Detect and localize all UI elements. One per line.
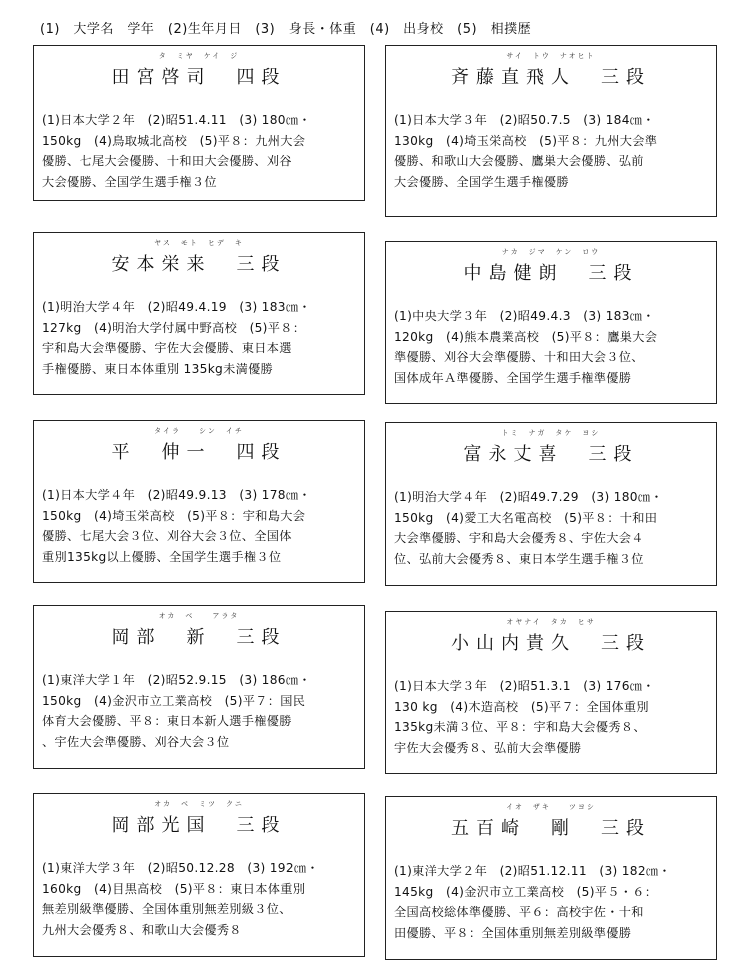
wrestler-card xyxy=(33,232,365,395)
profile-details xyxy=(394,110,710,192)
profile-details xyxy=(42,485,358,567)
profile-line: 130kg (4)埼玉栄高校 (5)平８：九州大会準 xyxy=(394,133,658,148)
profile-line: (1)明治大学４年 (2)昭49.7.29 (3) 180㎝・ xyxy=(394,490,663,504)
wrestler-card xyxy=(385,611,717,774)
profile-line: 田優勝、平８：全国体重別無差別級準優勝 xyxy=(394,925,632,940)
profile-line: (1)東洋大学１年 (2)昭52.9.15 (3) 186㎝・ xyxy=(42,673,311,687)
profile-line: 135kg未満３位、平８：宇和島大会優秀８、 xyxy=(394,720,646,734)
wrestler-name: 平 伸一 四段 xyxy=(111,442,287,463)
wrestler-name: 中島健朗 三段 xyxy=(463,263,639,284)
wrestler-card xyxy=(385,241,717,404)
wrestler-card xyxy=(385,796,717,960)
furigana: ヤス モト ヒデ キ xyxy=(154,239,244,247)
wrestler-name: 岡部光国 三段 xyxy=(111,815,287,836)
furigana: オカ ベ アラタ xyxy=(158,612,240,620)
profile-line: 127kg (4)明治大学付属中野高校 (5)平８： xyxy=(42,320,306,335)
profile-line: 優勝、和歌山大会優勝、鷹巣大会優勝、弘前 xyxy=(394,154,644,168)
legend: (1) 大学名 学年 (2)生年月日 (3) 身長・体重 (4) 出身校 (5) 相撲歴 xyxy=(40,22,532,37)
profile-line: 160kg (4)目黒高校 (5)平８：東日本体重別 xyxy=(42,881,306,896)
profile-line: 全国高校総体準優勝、平６：高校宇佐・十和 xyxy=(394,905,644,919)
profile-line: (1)東洋大学２年 (2)昭51.12.11 (3) 182㎝・ xyxy=(394,864,671,878)
profile-details xyxy=(394,487,710,569)
wrestler-card xyxy=(385,45,717,217)
profile-line: 150kg (4)愛工大名電高校 (5)平８：十和田 xyxy=(394,510,658,525)
profile-details xyxy=(42,110,358,192)
wrestler-card xyxy=(33,420,365,583)
furigana: サイ トウ ナオヒト xyxy=(506,52,596,60)
furigana: タ ミヤ ケイ ジ xyxy=(158,52,240,60)
profile-line: 150kg (4)金沢市立工業高校 (5)平７：国民 xyxy=(42,693,306,708)
profile-line: 150kg (4)鳥取城北高校 (5)平８：九州大会 xyxy=(42,133,306,148)
profile-line: 145kg (4)金沢市立工業高校 (5)平５・６： xyxy=(394,884,658,899)
profile-line: 優勝、七尾大会３位、刈谷大会３位、全国体 xyxy=(42,529,292,543)
wrestler-name: 田宮啓司 四段 xyxy=(111,67,287,88)
furigana: オヤナイ タカ ヒサ xyxy=(506,618,596,626)
profile-line: 重別135kg以上優勝、全国学生選手権３位 xyxy=(42,549,282,564)
profile-line: 無差別級準優勝、全国体重別無差別級３位、 xyxy=(42,902,292,916)
profile-details xyxy=(394,676,710,758)
profile-details xyxy=(42,297,358,379)
profile-line: (1)明治大学４年 (2)昭49.4.19 (3) 183㎝・ xyxy=(42,300,311,314)
profile-line: (1)日本大学４年 (2)昭49.9.13 (3) 178㎝・ xyxy=(42,488,311,502)
profile-line: 大会優勝、全国学生選手権優勝 xyxy=(394,174,569,189)
profile-line: 大会準優勝、宇和島大会優秀８、宇佐大会４ xyxy=(394,531,644,545)
profile-line: 国体成年Ａ準優勝、全国学生選手権準優勝 xyxy=(394,370,632,385)
wrestler-card xyxy=(385,422,717,586)
profile-line: 宇和島大会準優勝、宇佐大会優勝、東日本選 xyxy=(42,341,292,355)
profile-line: 150kg (4)埼玉栄高校 (5)平８：宇和島大会 xyxy=(42,508,306,523)
wrestler-name: 五百崎 剛 三段 xyxy=(451,818,651,839)
wrestler-name: 斉藤直飛人 三段 xyxy=(451,67,651,88)
profile-line: (1)日本大学３年 (2)昭50.7.5 (3) 184㎝・ xyxy=(394,113,655,127)
wrestler-name: 富永丈喜 三段 xyxy=(463,444,639,465)
wrestler-name: 安本栄来 三段 xyxy=(111,254,287,275)
furigana: トミ ナガ タケ ヨシ xyxy=(501,429,601,437)
profile-details xyxy=(42,858,358,940)
profile-line: 宇佐大会優秀８、弘前大会準優勝 xyxy=(394,740,582,755)
profile-line: 130 kg (4)木造高校 (5)平７：全国体重別 xyxy=(394,699,649,714)
profile-line: (1)日本大学２年 (2)昭51.4.11 (3) 180㎝・ xyxy=(42,113,311,127)
profile-line: 体育大会優勝、平８：東日本新人選手権優勝 xyxy=(42,714,292,728)
profile-details xyxy=(42,670,358,752)
profile-line: (1)日本大学３年 (2)昭51.3.1 (3) 176㎝・ xyxy=(394,679,655,693)
profile-line: (1)東洋大学３年 (2)昭50.12.28 (3) 192㎝・ xyxy=(42,861,319,875)
wrestler-name: 小山内貴久 三段 xyxy=(451,633,651,654)
profile-line: 九州大会優秀８、和歌山大会優秀８ xyxy=(42,922,242,937)
wrestler-name: 岡部 新 三段 xyxy=(111,627,287,648)
profile-line: 準優勝、刈谷大会準優勝、十和田大会３位、 xyxy=(394,350,644,364)
profile-line: 120kg (4)熊本農業高校 (5)平８：鷹巣大会 xyxy=(394,329,658,344)
profile-line: 手権優勝、東日本体重別 135kg未満優勝 xyxy=(42,361,274,376)
furigana: イオ ザキ ツヨシ xyxy=(506,803,596,811)
furigana: タイラ シン イチ xyxy=(154,427,244,435)
furigana: オカ ベ ミツ クニ xyxy=(154,800,244,808)
profile-details xyxy=(394,861,710,943)
profile-line: (1)中央大学３年 (2)昭49.4.3 (3) 183㎝・ xyxy=(394,309,655,323)
profile-line: 優勝、七尾大会優勝、十和田大会優勝、刈谷 xyxy=(42,154,292,168)
wrestler-card xyxy=(33,605,365,769)
profile-line: 位、弘前大会優秀８、東日本学生選手権３位 xyxy=(394,551,644,566)
furigana: ナカ ジマ ケン ロウ xyxy=(501,248,601,256)
profile-details xyxy=(394,306,710,388)
wrestler-card xyxy=(33,793,365,957)
profile-line: 大会優勝、全国学生選手権３位 xyxy=(42,174,217,189)
wrestler-card xyxy=(33,45,365,201)
profile-line: 、宇佐大会準優勝、刈谷大会３位 xyxy=(42,734,230,749)
